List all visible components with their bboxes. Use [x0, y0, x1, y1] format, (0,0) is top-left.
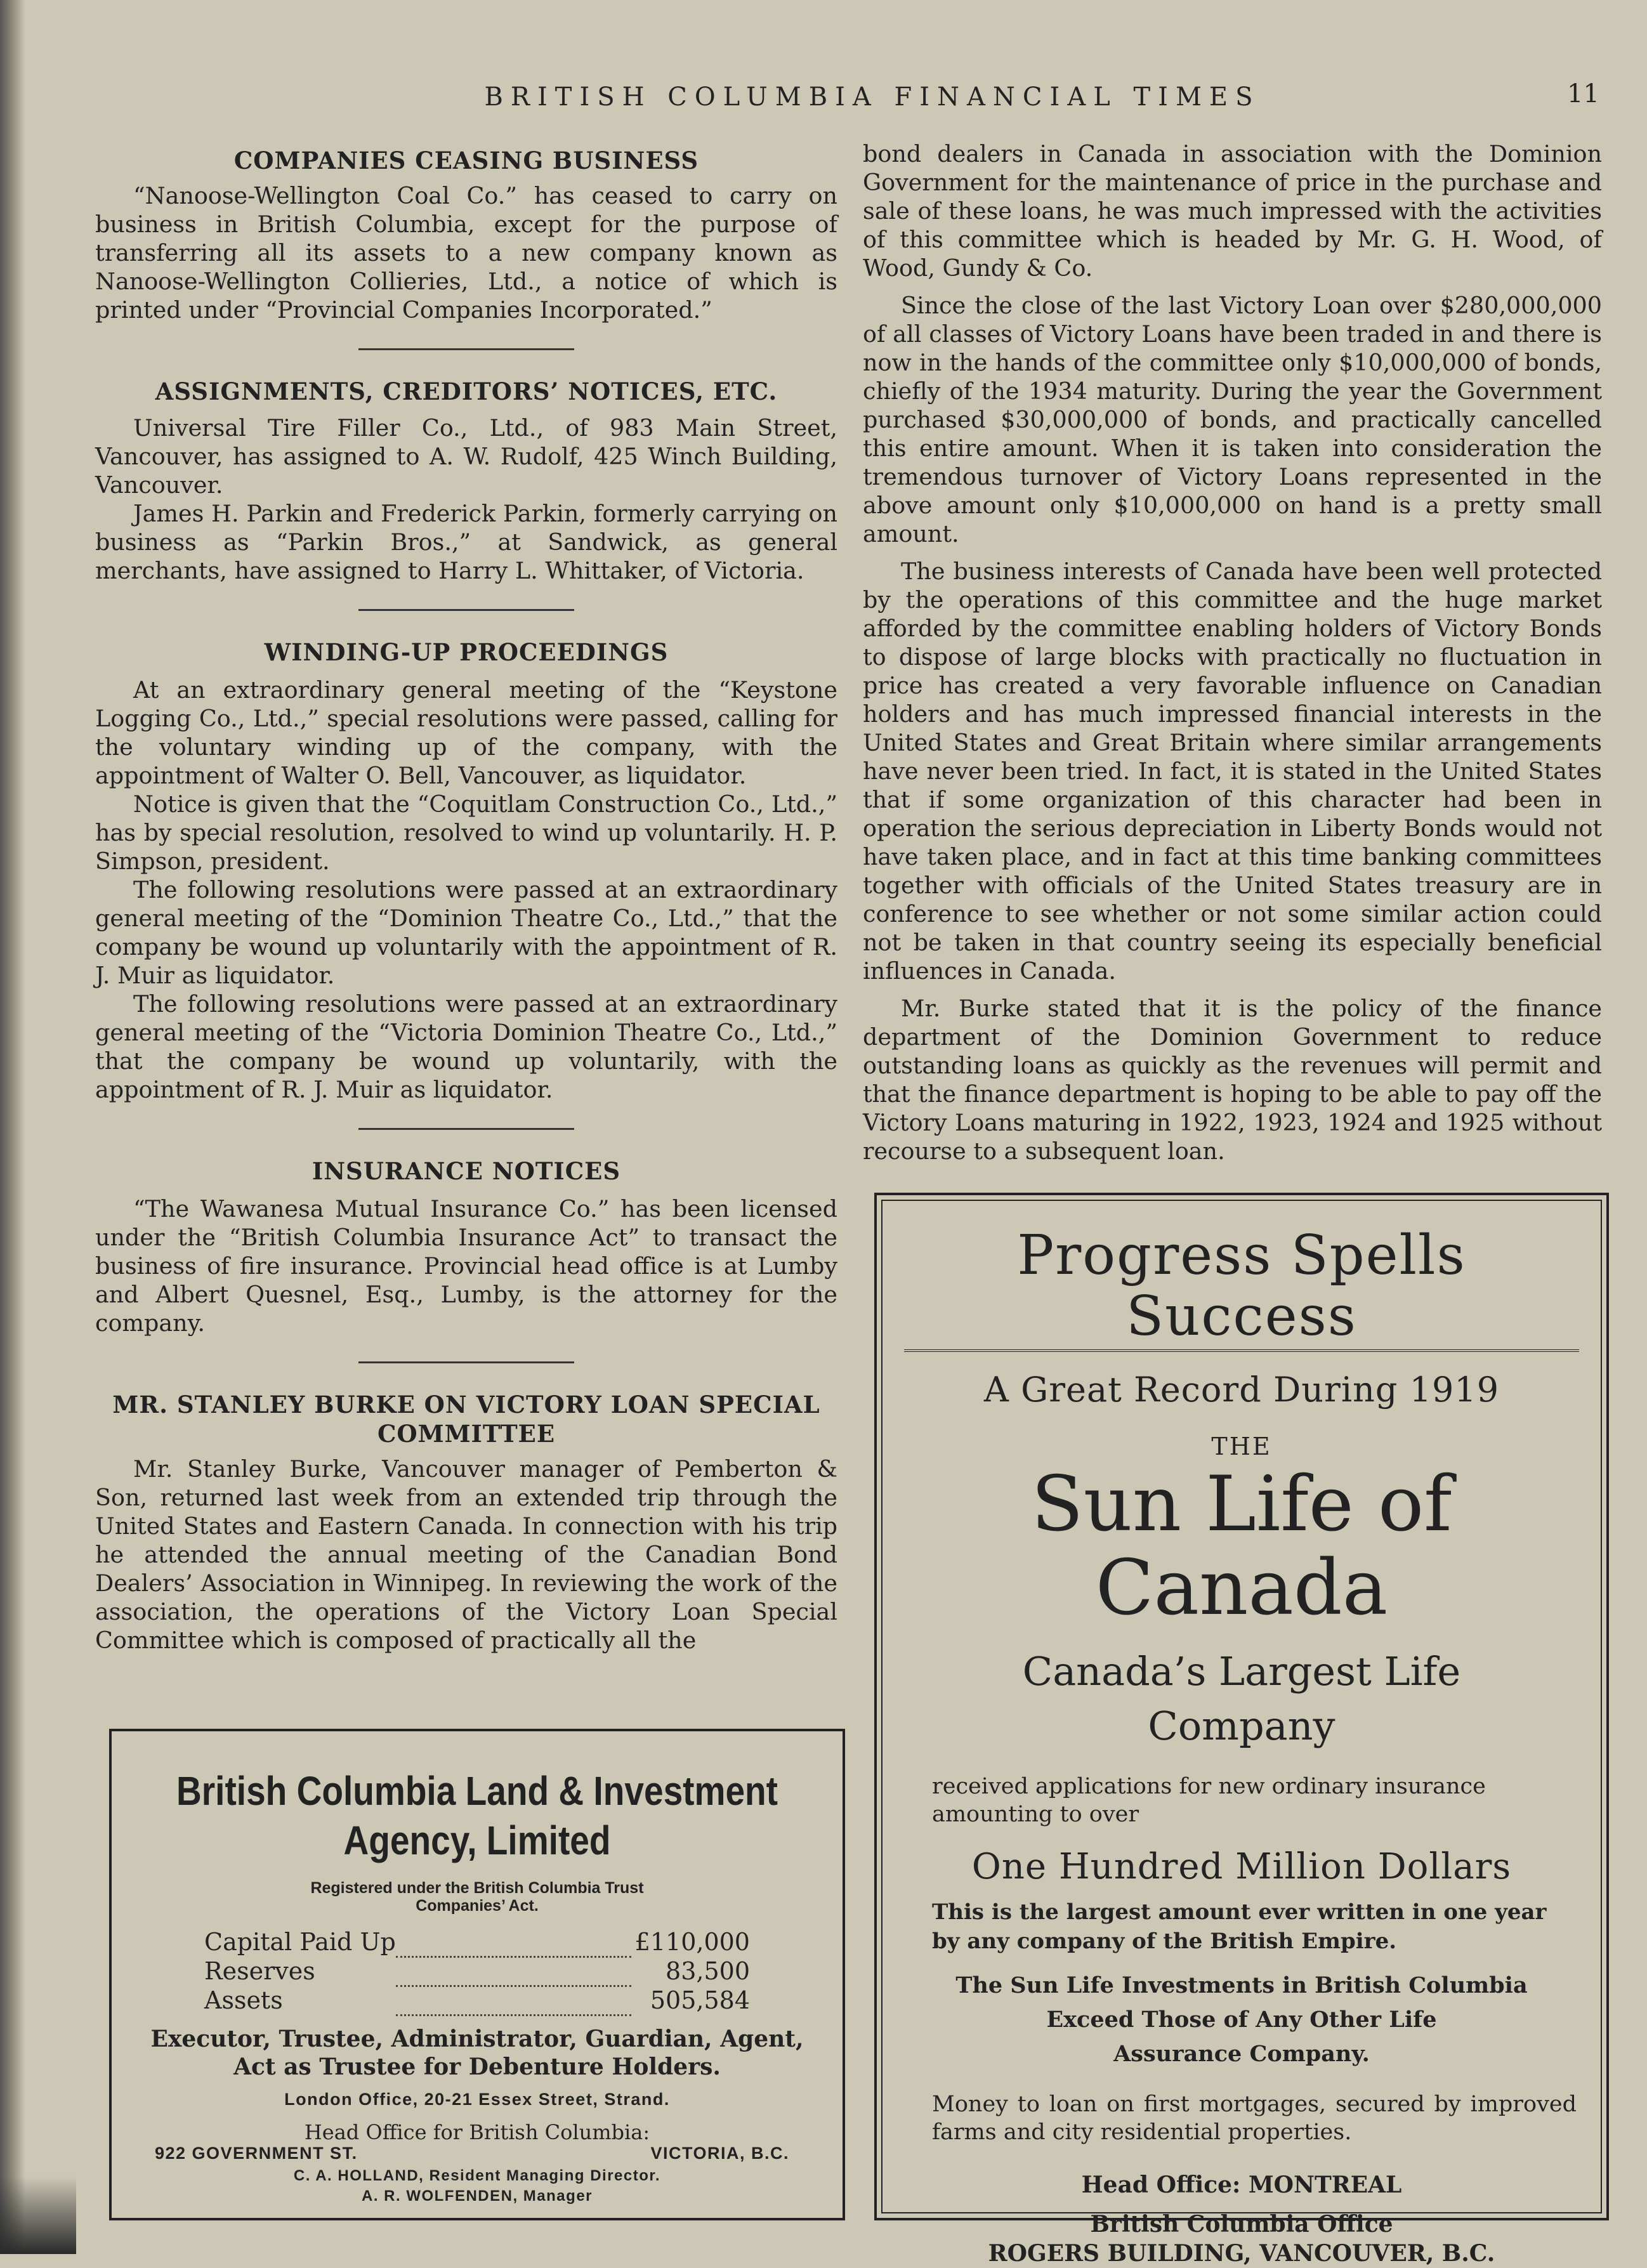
paragraph: “The Wawanesa Mutual Insurance Co.” has been licensed under the “British Columbia Insurance Act” to transact the business of fire insurance. Provincial head office is at Lumby and Albert Quesnel, Esq., Lumby, is the attorney for the company.	[95, 1195, 837, 1337]
section-heading-companies-ceasing: COMPANIES CEASING BUSINESS	[233, 147, 699, 174]
ad-amount: One Hundred Million Dollars	[971, 1846, 1512, 1887]
section-heading-insurance: INSURANCE NOTICES	[312, 1157, 621, 1185]
section-divider	[358, 609, 574, 611]
section-heading-winding-up: WINDING-UP PROCEEDINGS	[264, 638, 669, 666]
paragraph: Mr. Stanley Burke, Vancouver manager of Pemberton & Son, returned last week from an extended trip through the United States and Eastern Canada. In connection with his trip he attended the annual meeting of the Canadian Bond Dealers’ Association in Winnipeg. In reviewing the work of the association, the operations of the Victory Loan Special Committee which is composed of practically all the	[95, 1455, 837, 1654]
table-row: Capital Paid Up £110,000	[204, 1927, 750, 1957]
paragraph: Mr. Burke stated that it is the policy of the finance department of the Dominion Government to reduce outstanding loans as quickly as the revenues will permit and that the finance department is hoping to be able to pay off the Victory Loans maturing in 1922, 1923, 1924 and 1925 without recourse to a subsequent loan.	[863, 995, 1602, 1165]
ad-address: 922 GOVERNMENT ST. VICTORIA, B.C.	[155, 2143, 789, 2163]
ad-record-note: This is the largest amount ever written in one year by any company of the British Empire.	[932, 1899, 1547, 1954]
ad-financials-table	[204, 1927, 750, 2016]
dot-leader	[396, 1949, 631, 1978]
right-column	[863, 140, 1602, 1165]
ad-director: C. A. HOLLAND, Resident Managing Director.	[293, 2166, 661, 2184]
ad-headline: Progress Spells Success	[904, 1225, 1579, 1352]
ad-the: THE	[1211, 1432, 1272, 1460]
section-heading-assignments: ASSIGNMENTS, CREDITORS’ NOTICES, ETC.	[155, 377, 778, 405]
section-divider	[358, 1128, 574, 1130]
running-header: BRITISH COLUMBIA FINANCIAL TIMES	[484, 82, 1261, 112]
page-binding-edge	[0, 0, 25, 2254]
ad-inner-frame	[881, 1200, 1602, 2267]
ad-bc-office: British Columbia Office ROGERS BUILDING, VANCOUVER, B.C.	[988, 2211, 1495, 2267]
paragraph: Since the close of the last Victory Loan over $280,000,000 of all classes of Victory Loans have been traded in and there is now in the hands of the committee only $10,000,000 of bonds, chiefly of the 1934 maturity. During the year the Government purchased $30,000,000 of bonds, and practically cancelled this entire amount. When it is taken into consideration the tremendous turnover of Victory Loans represented in the above amount only $10,000,000 on hand is a pretty small amount.	[863, 292, 1602, 547]
table-row: Reserves 83,500	[204, 1957, 750, 1986]
paragraph: The business interests of Canada have been well protected by the operations of this committee and the huge market afforded by the committee enabling holders of Victory Bonds to dispose of large blocks with practically no fluctuation in price has created a very favorable influence on Canadian holders and has much impressed financial interests in the United States and Great Britain where similar arrangements have never been tried. In fact, it is stated in the United States that if some organization of this character had been in operation the serious depreciation in Liberty Bonds would not have taken place, and in fact at this time banking committees together with officials of the United States treasury are in conference to see whether or not some similar action could not be taken in that country seeing its especially beneficial influences in Canada.	[863, 558, 1602, 985]
paragraph: The following resolutions were passed at an extraordinary general meeting of the “Dominion Theatre Co., Ltd.,” that the company be wound up voluntarily with the appointment of R. J. Muir as liquidator.	[95, 876, 837, 989]
paragraph: bond dealers in Canada in association with the Dominion Government for the maintenance of price in the purchase and sale of these loans, he was much impressed with the activities of this committee which is headed by Mr. G. H. Wood, of Wood, Gundy & Co.	[863, 140, 1602, 282]
paragraph: “Nanoose-Wellington Coal Co.” has ceased to carry on business in British Columbia, except for the purpose of transferring all its assets to a new company known as Nanoose-Wellington Collieries, Ltd., a notice of which is printed under “Provincial Companies Incorporated.”	[95, 182, 837, 324]
ad-investments: The Sun Life Investments in British Columbia Exceed Those of Any Other Life Assurance Company.	[955, 1972, 1528, 2067]
paragraph: Notice is given that the “Coquitlam Construction Co., Ltd.,” has by special resolution, resolved to wind up voluntarily. H. P. Simpson, president.	[95, 790, 837, 875]
ad-company-name: British Columbia Land & Investment Agency, Limited	[176, 1768, 778, 1863]
ad-services: Executor, Trustee, Administrator, Guardian, Agent, Act as Trustee for Debenture Holders.	[150, 2025, 804, 2080]
ad-loans-text: Money to loan on first mortgages, secured by improved farms and city residential properties.	[932, 2092, 1577, 2145]
ad-applications-text: received applications for new ordinary insurance amounting to over	[932, 1774, 1486, 1827]
page-corner-shadow	[0, 2176, 76, 2254]
section-heading-stanley-burke: MR. STANLEY BURKE ON VICTORY LOAN SPECIAL COMMITTEE	[112, 1391, 820, 1448]
paragraph: James H. Parkin and Frederick Parkin, formerly carrying on business as “Parkin Bros.,” at Sandwick, as general merchants, have assigned to Harry L. Whittaker, of Victoria.	[95, 500, 837, 584]
dot-leader	[396, 1978, 631, 2007]
bc-land-investment-advertisement	[109, 1729, 845, 2220]
ad-head-office: Head Office: MONTREAL	[1081, 2172, 1402, 2198]
ad-london-office: London Office, 20-21 Essex Street, Strand.	[284, 2089, 670, 2109]
ad-company-name: Sun Life of Canada	[1031, 1460, 1452, 1632]
dot-leader	[396, 1920, 631, 1949]
table-row: Assets 505,584	[204, 1986, 750, 2015]
page-number: 11	[1567, 79, 1599, 108]
ad-manager: A. R. WOLFENDEN, Manager	[361, 2187, 593, 2205]
paragraph: Universal Tire Filler Co., Ltd., of 983 Main Street, Vancouver, has assigned to A. W. Rudolf, 425 Winch Building, Vancouver.	[95, 414, 837, 499]
paragraph: The following resolutions were passed at an extraordinary general meeting of the “Victoria Dominion Theatre Co., Ltd.,” that the company be wound up voluntarily, with the appointment of R. J. Muir as liquidator.	[95, 990, 837, 1103]
ad-head-office-label: Head Office for British Columbia:	[304, 2120, 650, 2144]
ad-registration-note: Registered under the British Columbia Trust Companies’ Act.	[310, 1879, 644, 1915]
section-divider	[358, 348, 574, 350]
ad-subheadline: A Great Record During 1919	[983, 1370, 1500, 1410]
ad-tagline: Canada’s Largest Life Company	[1022, 1648, 1461, 1749]
left-column	[95, 146, 837, 1655]
paragraph: At an extraordinary general meeting of the “Keystone Logging Co., Ltd.,” special resolutions were passed, calling for the voluntary winding up of the company, with the appointment of Walter O. Bell, Vancouver, as liquidator.	[95, 676, 837, 789]
sun-life-advertisement	[874, 1193, 1609, 2267]
section-divider	[358, 1361, 574, 1363]
